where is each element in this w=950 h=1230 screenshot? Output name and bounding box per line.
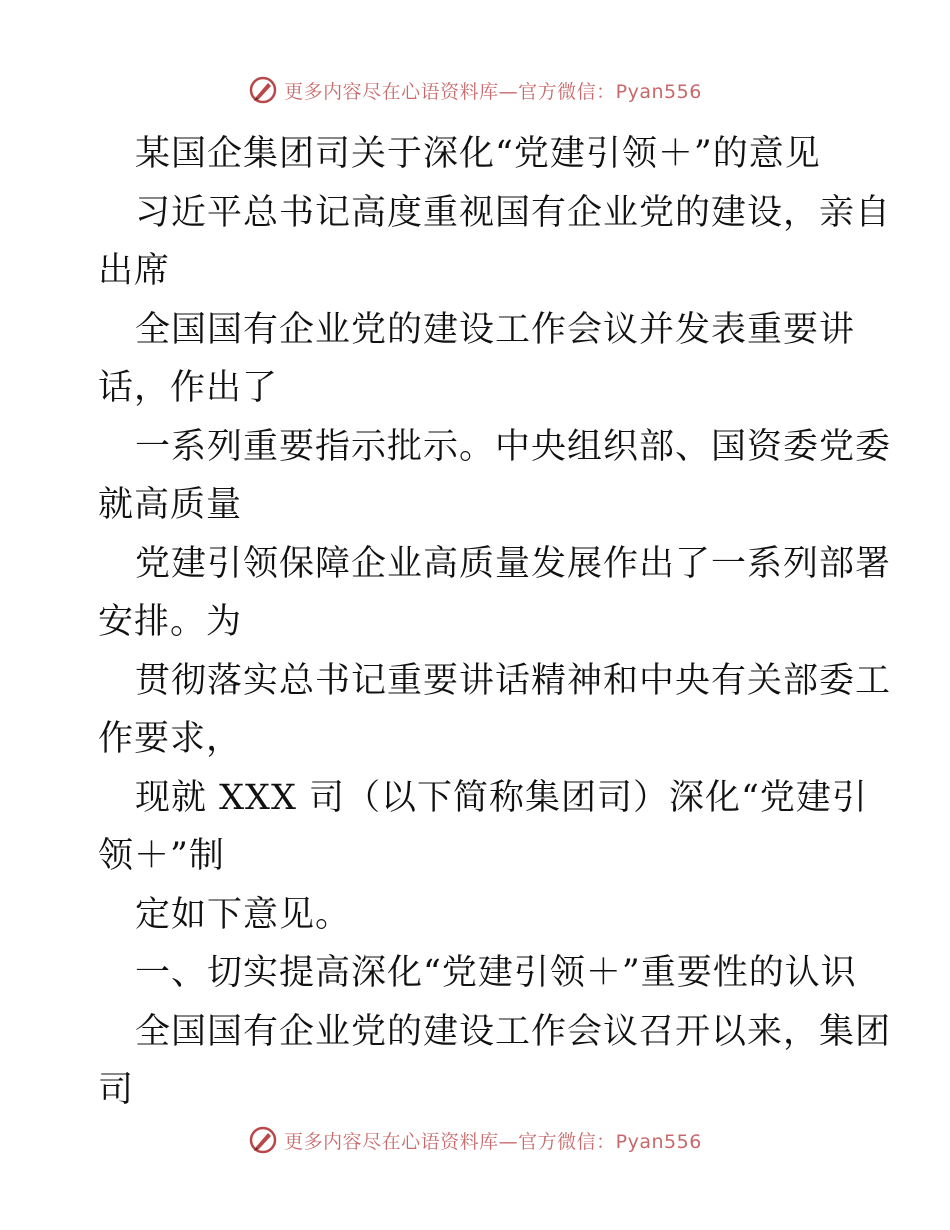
- text-line: 全国国有企业党的建设工作会议并发表重要讲: [135, 309, 856, 350]
- text-line: 全国国有企业党的建设工作会议召开以来，集团: [135, 1011, 892, 1052]
- text-line: 出席: [98, 251, 171, 291]
- footer-watermark: [0, 1120, 950, 1160]
- footer-watermark-text: 更多内容尽在心语资料库—官方微信：Pyan556: [284, 1130, 702, 1153]
- text-line: 定如下意见。: [135, 894, 352, 935]
- text-line: 一、切实提高深化“党建引领＋”重要性的认识: [135, 953, 857, 993]
- pen-logo-icon: [248, 75, 278, 105]
- text-line: 作要求，: [98, 719, 243, 759]
- header-watermark-text: 更多内容尽在心语资料库—官方微信：Pyan556: [284, 80, 702, 103]
- text-line: 习近平总书记高度重视国有企业党的建设，亲自: [135, 192, 892, 233]
- text-line: 党建引领保障企业高质量发展作出了一系列部署: [135, 543, 892, 584]
- text-line: 话，作出了: [98, 368, 279, 408]
- pen-logo-icon: [248, 1125, 278, 1155]
- text-line: 贯彻落实总书记重要讲话精神和中央有关部委工: [135, 660, 892, 701]
- text-line: 一系列重要指示批示。中央组织部、国资委党委: [135, 426, 892, 467]
- header-watermark: [0, 70, 950, 110]
- text-line: 司: [98, 1070, 135, 1110]
- text-line: 领＋”制: [98, 836, 225, 876]
- text-line: 某国企集团司关于深化“党建引领＋”的意见: [135, 134, 821, 174]
- text-line: 现就 XXX 司（以下简称集团司）深化“党建引: [135, 777, 868, 818]
- document-body: [98, 125, 892, 1120]
- text-line: 安排。为: [98, 602, 243, 642]
- text-line: 就高质量: [98, 485, 243, 525]
